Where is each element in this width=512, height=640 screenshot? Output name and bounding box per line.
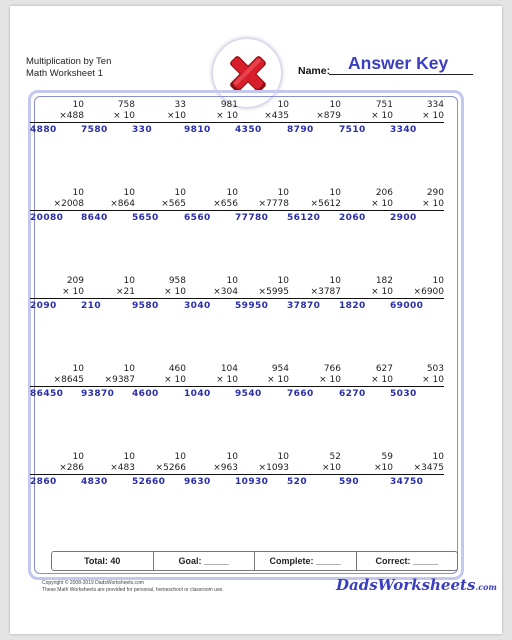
copyright-notice — [42, 580, 224, 593]
answer: 5650 — [132, 213, 159, 223]
problem — [30, 100, 84, 136]
problem — [132, 276, 186, 312]
brand-suffix: .com — [475, 582, 497, 592]
multiplier: × 10 — [81, 111, 135, 124]
multiplicand: 10 — [72, 188, 84, 198]
problem — [184, 100, 238, 136]
problem — [81, 276, 135, 312]
problem — [339, 276, 393, 312]
problem — [390, 188, 444, 224]
multiplier: × 10 — [132, 287, 186, 300]
problem — [132, 100, 186, 136]
multiplicand: 10 — [72, 452, 84, 462]
multiplicand: 334 — [426, 100, 444, 110]
multiplier: ×5266 — [132, 463, 186, 476]
multiplicand: 758 — [117, 100, 135, 110]
problem — [30, 364, 84, 400]
multiplicand: 10 — [72, 100, 84, 110]
problem — [339, 452, 393, 488]
answer: 20080 — [30, 213, 64, 223]
answer: 86450 — [30, 389, 64, 399]
multiplier: ×6900 — [390, 287, 444, 300]
problem — [81, 188, 135, 224]
multiplicand: 10 — [226, 452, 238, 462]
answer: 2900 — [390, 213, 417, 223]
multiplicand: 10 — [432, 452, 444, 462]
multiplicand: 954 — [271, 364, 289, 374]
answer: 8640 — [81, 213, 108, 223]
answer: 10930 — [235, 477, 269, 487]
problem — [287, 100, 341, 136]
problem — [184, 276, 238, 312]
problem-row — [30, 100, 462, 150]
multiplicand: 958 — [168, 276, 186, 286]
total-cell: Total: 40 — [52, 552, 154, 570]
multiplicand: 751 — [375, 100, 393, 110]
multiplicand: 10 — [277, 276, 289, 286]
problem — [132, 188, 186, 224]
answer: 7510 — [339, 125, 366, 135]
problem — [132, 452, 186, 488]
answer: 93870 — [81, 389, 115, 399]
answer: 69000 — [390, 301, 424, 311]
answer: 6560 — [184, 213, 211, 223]
answer: 37870 — [287, 301, 321, 311]
multiplier: ×565 — [132, 199, 186, 212]
problem — [235, 100, 289, 136]
multiplier: × 10 — [390, 375, 444, 388]
multiplier: ×483 — [81, 463, 135, 476]
problem — [30, 188, 84, 224]
multiplier: ×879 — [287, 111, 341, 124]
answer: 4830 — [81, 477, 108, 487]
answer: 7660 — [287, 389, 314, 399]
multiplier: ×3475 — [390, 463, 444, 476]
answer: 5030 — [390, 389, 417, 399]
problem — [132, 364, 186, 400]
multiplicand: 33 — [174, 100, 186, 110]
multiplier: ×5612 — [287, 199, 341, 212]
answer: 520 — [287, 477, 307, 487]
problems-frame — [28, 90, 464, 580]
answer: 3040 — [184, 301, 211, 311]
multiplier: ×8645 — [30, 375, 84, 388]
multiplier: ×488 — [30, 111, 84, 124]
multiplier: ×7778 — [235, 199, 289, 212]
problem — [235, 364, 289, 400]
multiplier: ×3787 — [287, 287, 341, 300]
answer: 7580 — [81, 125, 108, 135]
multiplier: ×656 — [184, 199, 238, 212]
multiplicand: 10 — [72, 364, 84, 374]
multiplier: ×21 — [81, 287, 135, 300]
multiplier: × 10 — [287, 375, 341, 388]
multiplicand: 10 — [329, 100, 341, 110]
problems-frame-inner — [34, 96, 458, 574]
multiplier: ×2008 — [30, 199, 84, 212]
multiplier: × 10 — [339, 111, 393, 124]
copyright-line-2: These Math Worksheets are provided for personal, homeschool or classroom use. — [42, 586, 224, 593]
multiplicand: 59 — [381, 452, 393, 462]
name-label: Name: — [298, 65, 331, 77]
multiplier: ×286 — [30, 463, 84, 476]
multiplier: × 10 — [339, 199, 393, 212]
multiplicand: 981 — [220, 100, 238, 110]
answer: 34750 — [390, 477, 424, 487]
answer: 8790 — [287, 125, 314, 135]
multiplier: × 10 — [184, 111, 238, 124]
problem — [339, 100, 393, 136]
problem — [184, 452, 238, 488]
answer: 4880 — [30, 125, 57, 135]
multiplicand: 290 — [426, 188, 444, 198]
problem — [390, 276, 444, 312]
multiplier: ×864 — [81, 199, 135, 212]
multiplicand: 10 — [277, 188, 289, 198]
problem-row — [30, 276, 462, 326]
title-line-1: Multiplication by Ten — [26, 56, 112, 67]
multiplicand: 10 — [226, 276, 238, 286]
correct-cell: Correct: _____ — [375, 556, 439, 566]
answer: 2860 — [30, 477, 57, 487]
multiplicand: 10 — [226, 188, 238, 198]
multiplier: × 10 — [235, 375, 289, 388]
answer: 1820 — [339, 301, 366, 311]
answer-key-heading: Answer Key — [348, 53, 449, 73]
worksheet-title — [26, 56, 111, 80]
multiplicand: 10 — [123, 452, 135, 462]
answer: 6270 — [339, 389, 366, 399]
problem — [81, 100, 135, 136]
problem — [30, 452, 84, 488]
multiplicand: 10 — [123, 276, 135, 286]
answer: 9540 — [235, 389, 262, 399]
answer: 77780 — [235, 213, 269, 223]
multiplier: × 10 — [184, 375, 238, 388]
problem-row — [30, 364, 462, 414]
multiplicand: 460 — [168, 364, 186, 374]
problem — [390, 100, 444, 136]
score-bar — [51, 551, 458, 571]
multiplicand: 206 — [375, 188, 393, 198]
answer: 4600 — [132, 389, 159, 399]
multiplier: ×9387 — [81, 375, 135, 388]
problem — [390, 452, 444, 488]
multiplicand: 10 — [123, 188, 135, 198]
problem — [390, 364, 444, 400]
goal-cell: Goal: _____ — [154, 552, 256, 570]
multiplier: × 10 — [390, 199, 444, 212]
problem — [339, 364, 393, 400]
answer: 4350 — [235, 125, 262, 135]
problem — [235, 452, 289, 488]
problem — [184, 188, 238, 224]
multiplicand: 503 — [426, 364, 444, 374]
multiplicand: 10 — [277, 452, 289, 462]
answer: 590 — [339, 477, 359, 487]
multiplier: ×1093 — [235, 463, 289, 476]
answer: 1040 — [184, 389, 211, 399]
multiplicand: 52 — [329, 452, 341, 462]
answer: 9810 — [184, 125, 211, 135]
multiplicand: 104 — [220, 364, 238, 374]
title-line-2: Math Worksheet 1 — [26, 68, 103, 79]
multiplicand: 10 — [123, 364, 135, 374]
multiplicand: 766 — [323, 364, 341, 374]
multiplier: × 10 — [390, 111, 444, 124]
problem — [287, 452, 341, 488]
problem — [184, 364, 238, 400]
multiplicand: 10 — [329, 276, 341, 286]
answer: 210 — [81, 301, 101, 311]
multiplier: ×10 — [287, 463, 341, 476]
problem — [287, 188, 341, 224]
multiplier: × 10 — [30, 287, 84, 300]
problem — [30, 276, 84, 312]
problem-row — [30, 452, 462, 502]
answer: 330 — [132, 125, 152, 135]
answer: 9580 — [132, 301, 159, 311]
answer: 56120 — [287, 213, 321, 223]
problem-row — [30, 188, 462, 238]
multiplier: ×963 — [184, 463, 238, 476]
multiplicand: 10 — [277, 100, 289, 110]
multiplicand: 10 — [174, 452, 186, 462]
answer: 2090 — [30, 301, 57, 311]
multiplicand: 10 — [329, 188, 341, 198]
multiplier: × 10 — [339, 287, 393, 300]
problem — [81, 364, 135, 400]
answer: 2060 — [339, 213, 366, 223]
answer: 3340 — [390, 125, 417, 135]
multiplier: ×5995 — [235, 287, 289, 300]
problem — [287, 276, 341, 312]
brand-name: DadsWorksheets — [336, 576, 476, 594]
brand-logo — [336, 576, 497, 594]
multiplicand: 627 — [375, 364, 393, 374]
multiplicand: 182 — [375, 276, 393, 286]
multiplier: ×10 — [132, 111, 186, 124]
multiplicand: 10 — [174, 188, 186, 198]
problem — [81, 452, 135, 488]
multiplicand: 209 — [66, 276, 84, 286]
complete-cell: Complete: _____ — [255, 552, 357, 570]
problem — [339, 188, 393, 224]
problem — [235, 276, 289, 312]
answer: 9630 — [184, 477, 211, 487]
multiplier: ×10 — [339, 463, 393, 476]
problem — [287, 364, 341, 400]
copyright-line-1: Copyright © 2008-2019 DadsWorksheets.com — [42, 580, 144, 586]
multiplier: ×304 — [184, 287, 238, 300]
answer: 59950 — [235, 301, 269, 311]
problem — [235, 188, 289, 224]
multiplicand: 10 — [432, 276, 444, 286]
answer: 52660 — [132, 477, 166, 487]
multiplier: × 10 — [339, 375, 393, 388]
multiplier: ×435 — [235, 111, 289, 124]
multiplier: × 10 — [132, 375, 186, 388]
